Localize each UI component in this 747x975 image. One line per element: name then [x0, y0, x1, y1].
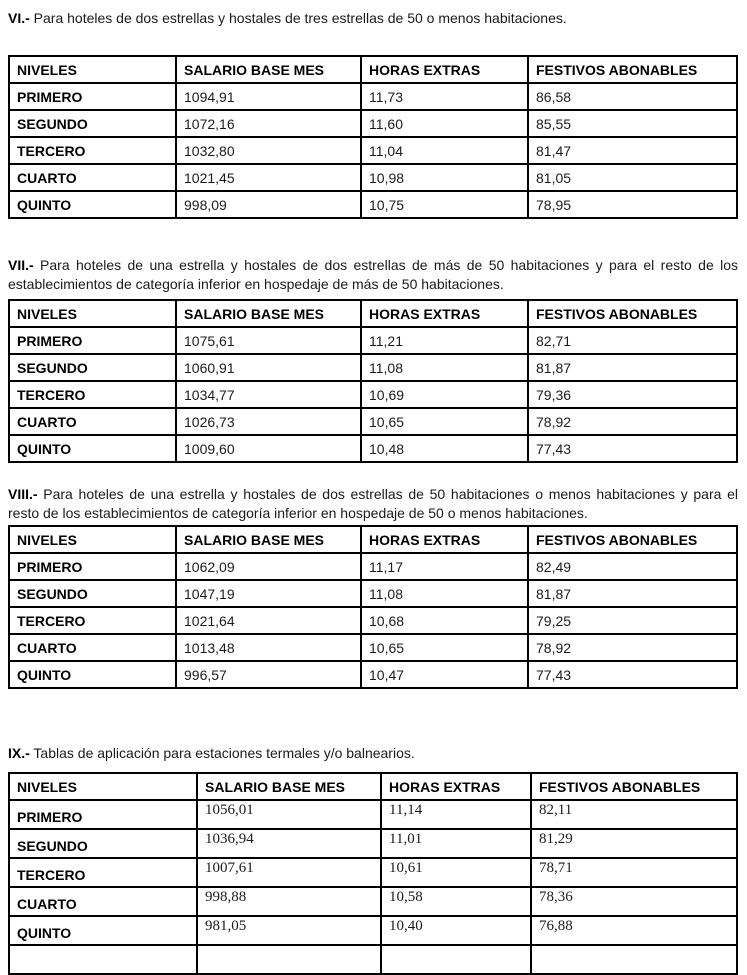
salario-cell: 1021,64 [176, 607, 361, 634]
level-cell: TERCERO [9, 381, 176, 408]
horas-cell: 11,21 [361, 327, 528, 354]
level-cell: TERCERO [9, 858, 197, 887]
table-row [9, 435, 737, 462]
horas-cell: 10,48 [361, 435, 528, 462]
horas-cell: 11,17 [361, 553, 528, 580]
festivos-cell: 81,05 [528, 164, 737, 191]
section-viii [8, 485, 738, 689]
table-row [9, 580, 737, 607]
level-cell: QUINTO [9, 435, 176, 462]
section-heading-vii [8, 256, 738, 294]
column-header: NIVELES [9, 300, 176, 327]
festivos-cell: 78,36 [531, 887, 737, 916]
horas-cell: 10,69 [361, 381, 528, 408]
salario-cell: 1007,61 [197, 858, 381, 887]
salario-cell: 998,88 [197, 887, 381, 916]
festivos-cell: 81,87 [528, 580, 737, 607]
salario-cell: 1075,61 [176, 327, 361, 354]
horas-cell: 11,73 [361, 83, 528, 110]
column-header: NIVELES [9, 56, 176, 83]
level-cell: PRIMERO [9, 327, 176, 354]
column-header: NIVELES [9, 773, 197, 800]
salario-cell: 1060,91 [176, 354, 361, 381]
cut-off-row [9, 945, 737, 974]
salary-table-vi [8, 55, 738, 219]
table-row [9, 661, 737, 688]
column-header: FESTIVOS ABONABLES [528, 526, 737, 553]
festivos-cell: 85,55 [528, 110, 737, 137]
table-row [9, 327, 737, 354]
horas-cell: 11,01 [381, 829, 531, 858]
salario-cell: 1021,45 [176, 164, 361, 191]
festivos-cell: 76,88 [531, 916, 737, 945]
table-row [9, 634, 737, 661]
horas-cell: 11,08 [361, 354, 528, 381]
level-cell: CUARTO [9, 408, 176, 435]
section-heading-text: Para hoteles de dos estrellas y hostales de tres estrellas de 50 o menos habitaciones. [33, 10, 567, 26]
empty-cell [9, 945, 197, 974]
column-header: HORAS EXTRAS [361, 526, 528, 553]
column-header: FESTIVOS ABONABLES [531, 773, 737, 800]
salario-cell: 1032,80 [176, 137, 361, 164]
column-header: SALARIO BASE MES [176, 526, 361, 553]
section-numeral: IX.- [8, 745, 30, 761]
column-header: HORAS EXTRAS [361, 56, 528, 83]
festivos-cell: 77,43 [528, 435, 737, 462]
section-ix [8, 744, 738, 975]
horas-cell: 10,65 [361, 408, 528, 435]
section-vi [8, 9, 738, 219]
level-cell: QUINTO [9, 916, 197, 945]
horas-cell: 10,98 [361, 164, 528, 191]
header-row [9, 300, 737, 327]
salary-table-viii [8, 525, 738, 689]
horas-cell: 10,40 [381, 916, 531, 945]
salario-cell: 981,05 [197, 916, 381, 945]
section-numeral: VIII.- [8, 486, 38, 502]
column-header: HORAS EXTRAS [361, 300, 528, 327]
festivos-cell: 78,95 [528, 191, 737, 218]
festivos-cell: 79,25 [528, 607, 737, 634]
festivos-cell: 78,92 [528, 408, 737, 435]
column-header: FESTIVOS ABONABLES [528, 300, 737, 327]
empty-cell [531, 945, 737, 974]
section-heading-viii [8, 485, 738, 523]
section-heading-text: Para hoteles de una estrella y hostales de dos estrellas de más de 50 habitaciones y para el resto de los establecimientos de categoría inferior en hospedaje de más de 50 habitaciones. [8, 257, 738, 292]
horas-cell: 10,65 [361, 634, 528, 661]
salario-cell: 1094,91 [176, 83, 361, 110]
section-vii [8, 256, 738, 463]
table-row [9, 858, 737, 887]
empty-cell [197, 945, 381, 974]
horas-cell: 11,14 [381, 800, 531, 829]
salario-cell: 1047,19 [176, 580, 361, 607]
level-cell: TERCERO [9, 607, 176, 634]
level-cell: SEGUNDO [9, 354, 176, 381]
salary-table-vii [8, 299, 738, 463]
horas-cell: 10,61 [381, 858, 531, 887]
festivos-cell: 81,29 [531, 829, 737, 858]
salario-cell: 1034,77 [176, 381, 361, 408]
table-row [9, 553, 737, 580]
level-cell: CUARTO [9, 887, 197, 916]
horas-cell: 11,04 [361, 137, 528, 164]
horas-cell: 11,60 [361, 110, 528, 137]
table-row [9, 83, 737, 110]
table-row [9, 800, 737, 829]
table-row [9, 381, 737, 408]
table-row [9, 916, 737, 945]
level-cell: CUARTO [9, 634, 176, 661]
section-heading-vi [8, 9, 738, 28]
festivos-cell: 78,92 [528, 634, 737, 661]
festivos-cell: 81,87 [528, 354, 737, 381]
salario-cell: 1009,60 [176, 435, 361, 462]
level-cell: SEGUNDO [9, 110, 176, 137]
header-row [9, 526, 737, 553]
level-cell: QUINTO [9, 191, 176, 218]
horas-cell: 11,08 [361, 580, 528, 607]
column-header: SALARIO BASE MES [197, 773, 381, 800]
level-cell: TERCERO [9, 137, 176, 164]
section-numeral: VII.- [8, 257, 34, 273]
salario-cell: 1013,48 [176, 634, 361, 661]
festivos-cell: 82,49 [528, 553, 737, 580]
level-cell: PRIMERO [9, 800, 197, 829]
level-cell: CUARTO [9, 164, 176, 191]
festivos-cell: 79,36 [528, 381, 737, 408]
table-row [9, 110, 737, 137]
salario-cell: 996,57 [176, 661, 361, 688]
salario-cell: 1062,09 [176, 553, 361, 580]
salario-cell: 1072,16 [176, 110, 361, 137]
column-header: SALARIO BASE MES [176, 300, 361, 327]
level-cell: SEGUNDO [9, 580, 176, 607]
header-row [9, 56, 737, 83]
column-header: HORAS EXTRAS [381, 773, 531, 800]
salario-cell: 1036,94 [197, 829, 381, 858]
festivos-cell: 82,11 [531, 800, 737, 829]
level-cell: PRIMERO [9, 83, 176, 110]
column-header: FESTIVOS ABONABLES [528, 56, 737, 83]
horas-cell: 10,68 [361, 607, 528, 634]
table-row [9, 191, 737, 218]
festivos-cell: 77,43 [528, 661, 737, 688]
festivos-cell: 78,71 [531, 858, 737, 887]
festivos-cell: 86,58 [528, 83, 737, 110]
table-row [9, 354, 737, 381]
horas-cell: 10,75 [361, 191, 528, 218]
level-cell: PRIMERO [9, 553, 176, 580]
section-numeral: VI.- [8, 10, 30, 26]
salario-cell: 998,09 [176, 191, 361, 218]
table-row [9, 607, 737, 634]
column-header: SALARIO BASE MES [176, 56, 361, 83]
festivos-cell: 82,71 [528, 327, 737, 354]
header-row [9, 773, 737, 800]
section-heading-text: Para hoteles de una estrella y hostales de dos estrellas de 50 habitaciones o menos habitaciones y para el resto de los establecimientos de categoría inferior en hospedaje de 50 o menos habitaciones. [8, 486, 739, 521]
table-row [9, 164, 737, 191]
level-cell: SEGUNDO [9, 829, 197, 858]
table-row [9, 137, 737, 164]
section-heading-ix [8, 744, 738, 763]
festivos-cell: 81,47 [528, 137, 737, 164]
salario-cell: 1026,73 [176, 408, 361, 435]
horas-cell: 10,58 [381, 887, 531, 916]
table-row [9, 829, 737, 858]
table-row [9, 887, 737, 916]
level-cell: QUINTO [9, 661, 176, 688]
salario-cell: 1056,01 [197, 800, 381, 829]
section-heading-text: Tablas de aplicación para estaciones termales y/o balnearios. [33, 745, 415, 761]
column-header: NIVELES [9, 526, 176, 553]
salary-table-ix [8, 772, 738, 975]
horas-cell: 10,47 [361, 661, 528, 688]
empty-cell [381, 945, 531, 974]
table-row [9, 408, 737, 435]
